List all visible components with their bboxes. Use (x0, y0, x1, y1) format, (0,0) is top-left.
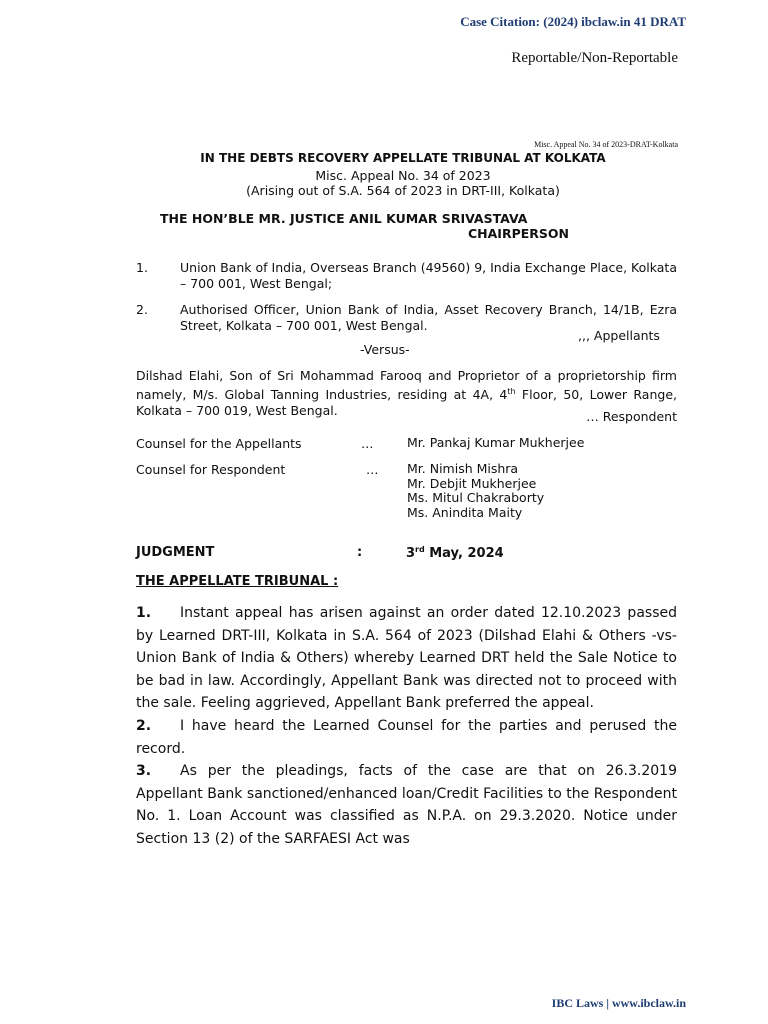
counsel-names (407, 436, 584, 451)
footer-link[interactable]: IBC Laws | www.ibclaw.in (551, 996, 686, 1010)
paragraph-text: I have heard the Learned Counsel for the parties and perused the record. (136, 717, 677, 757)
respondent-label: … Respondent (586, 409, 677, 424)
paragraph-number: 2. (136, 717, 152, 734)
counsel-label: Counsel for the Appellants (136, 436, 302, 451)
judgment-day-suffix: rd (415, 545, 425, 554)
counsel-name: Mr. Nimish Mishra (407, 461, 519, 476)
counsel-label: Counsel for Respondent (136, 462, 286, 477)
respondent-text-rest: Floor, 50, Lower Range, Kolkata – 700 019, West Bengal. (136, 387, 677, 418)
counsel-separator: … (361, 436, 374, 451)
appeal-number: Misc. Appeal No. 34 of 2023 (315, 168, 491, 183)
paragraph-number: 1. (136, 605, 152, 621)
counsel-separator: … (366, 462, 379, 477)
judgment-body (136, 602, 677, 851)
counsel-names (407, 462, 544, 520)
judgment-month-year: May, 2024 (424, 546, 504, 561)
judge-name: THE HON’BLE MR. JUSTICE ANIL KUMAR SRIVASTAVA (160, 211, 528, 226)
paragraph (136, 760, 677, 850)
appellant-text: Authorised Officer, Union Bank of India, Asset Recovery Branch, 14/1B, Ezra Street, Kolkata – 700 001, West Bengal. (180, 302, 677, 333)
respondent-text: Dilshad Elahi, Son of Sri Mohammad Farooq and Proprietor of a proprietorship firm namely, M/s. Global Tanning Industries, residing at 4A, 4 (136, 368, 677, 402)
paragraph-text: As per the pleadings, facts of the case are that on 26.3.2019 Appellant Bank sanctioned/enhanced loan/Credit Facilities to the Respondent No. 1. Loan Account was classified as N.P.A. on 29.3.2020. Notice under Section 13 (2) of the SARFAESI Act was (136, 763, 677, 847)
counsel-name: Ms. Mitul Chakraborty (407, 490, 545, 505)
court-title: IN THE DEBTS RECOVERY APPELLATE TRIBUNAL AT KOLKATA (200, 151, 606, 165)
arising-from: (Arising out of S.A. 564 of 2023 in DRT-III, Kolkata) (246, 183, 560, 198)
paragraph (136, 602, 677, 715)
judgment-date (406, 545, 504, 561)
reportable-label: Reportable/Non-Reportable (511, 50, 678, 66)
appellant-1 (136, 260, 677, 292)
respondent-sup: th (507, 387, 516, 396)
paragraph (136, 715, 677, 760)
appellant-number: 1. (136, 260, 148, 275)
case-citation: Case Citation: (2024) ibclaw.in 41 DRAT (460, 14, 686, 29)
tribunal-heading: THE APPELLATE TRIBUNAL : (136, 574, 339, 589)
judgment-day: 3 (406, 546, 416, 561)
versus-label: -Versus- (360, 342, 410, 357)
counsel-name: Mr. Debjit Mukherjee (407, 475, 537, 491)
judgment-line (136, 545, 504, 561)
appellant-number: 2. (136, 302, 148, 317)
judge-designation: CHAIRPERSON (468, 226, 570, 241)
counsel-name: Mr. Pankaj Kumar Mukherjee (407, 435, 585, 450)
paragraph-number: 3. (136, 763, 152, 780)
counsel-name: Ms. Anindita Maity (407, 504, 523, 520)
header-reference: Misc. Appeal No. 34 of 2023-DRAT-Kolkata (534, 140, 678, 149)
appellants-label: ,,, Appellants (578, 328, 660, 343)
judgment-label: JUDGMENT (136, 545, 215, 560)
paragraph-text: Instant appeal has arisen against an order dated 12.10.2023 passed by Learned DRT-III, Kolkata in S.A. 564 of 2023 (Dilshad Elahi & Others -vs- Union Bank of India & Others) whereby Learned DRT held the Sale Notice to be bad in law. Accordingly, Appellant Bank was directed not to proceed with the sale. Feeling aggrieved, Appellant Bank preferred the appeal. (136, 605, 677, 712)
judgment-colon: : (357, 545, 363, 560)
appellant-text: Union Bank of India, Overseas Branch (49560) 9, India Exchange Place, Kolkata – 700 001, West Bengal; (180, 260, 677, 291)
